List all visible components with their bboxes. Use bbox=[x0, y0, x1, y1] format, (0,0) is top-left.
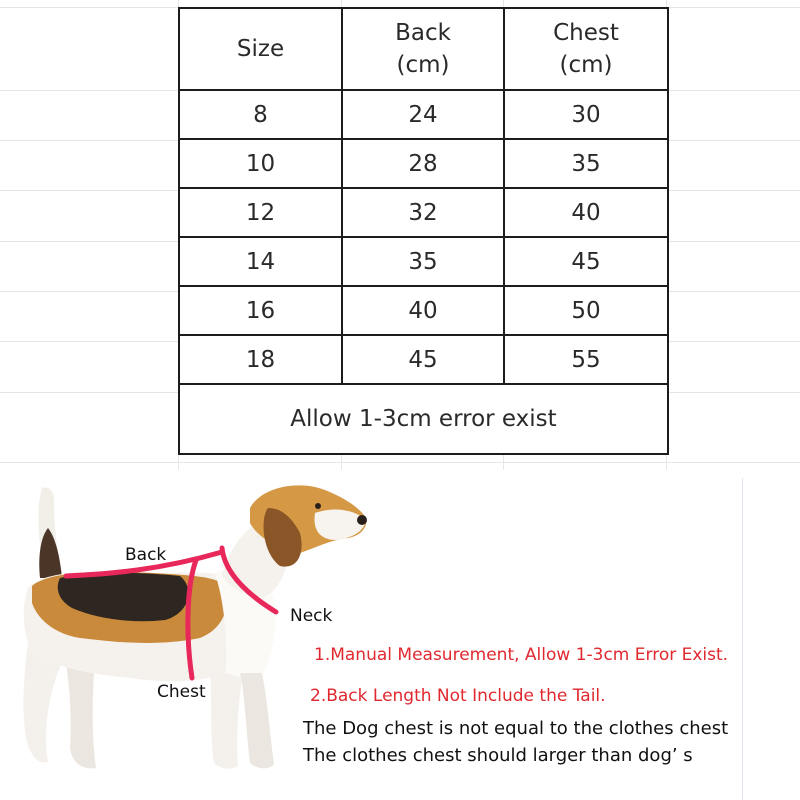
cell-chest: 30 bbox=[504, 90, 668, 139]
cell-chest: 40 bbox=[504, 188, 668, 237]
dog-front-leg-2 bbox=[240, 673, 274, 768]
chest-label: Chest bbox=[157, 682, 206, 702]
header-size: Size bbox=[179, 8, 342, 90]
cell-back: 32 bbox=[342, 188, 504, 237]
back-label: Back bbox=[125, 545, 167, 565]
dog-nose bbox=[357, 515, 367, 525]
error-note: Allow 1-3cm error exist bbox=[179, 384, 668, 454]
cell-size: 18 bbox=[179, 335, 342, 384]
header-chest: Chest (cm) bbox=[504, 8, 668, 90]
cell-size: 8 bbox=[179, 90, 342, 139]
divider-line bbox=[742, 478, 743, 800]
table-row bbox=[179, 237, 668, 286]
cell-back: 24 bbox=[342, 90, 504, 139]
cell-size: 14 bbox=[179, 237, 342, 286]
cell-size: 16 bbox=[179, 286, 342, 335]
table-row bbox=[179, 335, 668, 384]
header-back: Back (cm) bbox=[342, 8, 504, 90]
cell-back: 40 bbox=[342, 286, 504, 335]
cell-chest: 55 bbox=[504, 335, 668, 384]
size-table bbox=[178, 7, 669, 455]
cell-chest: 35 bbox=[504, 139, 668, 188]
cell-back: 45 bbox=[342, 335, 504, 384]
dog-eye bbox=[315, 503, 321, 509]
cell-back: 35 bbox=[342, 237, 504, 286]
table-header-row bbox=[179, 8, 668, 90]
note-chest-larger: The clothes chest should larger than dog’ s bbox=[303, 745, 693, 766]
neck-label: Neck bbox=[290, 606, 333, 626]
cell-size: 12 bbox=[179, 188, 342, 237]
cell-size: 10 bbox=[179, 139, 342, 188]
cell-chest: 45 bbox=[504, 237, 668, 286]
table-row bbox=[179, 286, 668, 335]
note-manual-measurement: 1.Manual Measurement, Allow 1-3cm Error Exist. bbox=[314, 645, 729, 665]
note-chest-not-equal: The Dog chest is not equal to the clothes chest bbox=[303, 718, 729, 739]
measurement-diagram bbox=[0, 478, 800, 800]
cell-back: 28 bbox=[342, 139, 504, 188]
table-row bbox=[179, 139, 668, 188]
table-row bbox=[179, 188, 668, 237]
dog-front-leg bbox=[210, 668, 242, 769]
table-row bbox=[179, 90, 668, 139]
cell-chest: 50 bbox=[504, 286, 668, 335]
table-footer-row bbox=[179, 384, 668, 454]
note-back-length: 2.Back Length Not Include the Tail. bbox=[310, 686, 606, 706]
